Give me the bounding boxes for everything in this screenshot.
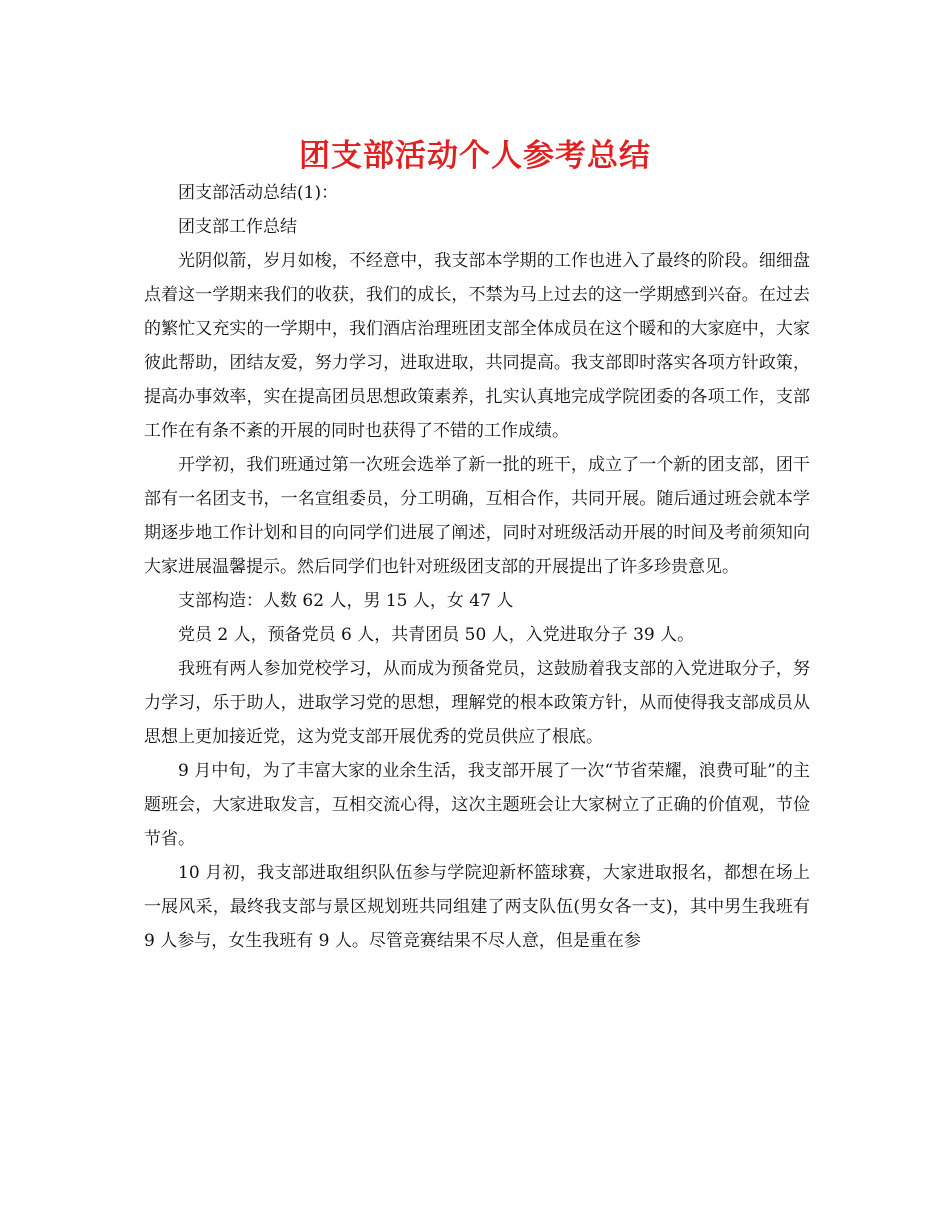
paragraph-semester-start: 开学初，我们班通过第一次班会选举了新一批的班干，成立了一个新的团支部，团干部有一名团支书，一名宣组委员，分工明确，互相合作，共同开展。随后通过班会就本学期逐步地工作计划和目的向同学们进展了阐述，同时对班级活动开展的时间及考前须知向大家进展温馨提示。然后同学们也针对班级团支部的开展提出了许多珍贵意见。: [144, 455, 810, 577]
paragraph-branch-structure: 支部构造：人数 62 人，男 15 人，女 47 人: [178, 591, 514, 611]
paragraph-october-basketball: 10 月初，我支部进取组织队伍参与学院迎新杯篮球赛，大家进取报名，都想在场上一展风采，最终我支部与景区规划班共同组建了两支队伍(男女各一支)，其中男生我班有 9 人参与，女生我班有 9 人。尽管竞赛结果不尽人意，但是重在参: [144, 863, 810, 951]
paragraph-subheading: 团支部工作总结: [178, 217, 297, 237]
paragraph-member-counts: 党员 2 人，预备党员 6 人，共青团员 50 人，入党进取分子 39 人。: [178, 625, 695, 645]
paragraph-intro: 光阴似箭，岁月如梭，不经意中，我支部本学期的工作也进入了最终的阶段。细细盘点着这一学期来我们的收获，我们的成长，不禁为马上过去的这一学期感到兴奋。在过去的繁忙又充实的一学期中，我们酒店治理班团支部全体成员在这个暖和的大家庭中，大家彼此帮助，团结友爱，努力学习，进取进取，共同提高。我支部即时落实各项方针政策，提高办事效率，实在提高团员思想政策素养，扎实认真地完成学院团委的各项工作，支部工作在有条不紊的开展的同时也获得了不错的工作成绩。: [144, 251, 810, 441]
paragraph-section-heading: 团支部活动总结(1)：: [178, 183, 339, 203]
document-body: [144, 176, 810, 958]
paragraph-party-school: 我班有两人参加党校学习，从而成为预备党员，这鼓励着我支部的入党进取分子，努力学习，乐于助人，进取学习党的思想，理解党的根本政策方针，从而使得我支部成员从思想上更加接近党，这为党支部开展优秀的党员供应了根底。: [144, 659, 810, 747]
paragraph-september-meeting: 9 月中旬，为了丰富大家的业余生活，我支部开展了一次“节省荣耀，浪费可耻”的主题班会，大家进取发言，互相交流心得，这次主题班会让大家树立了正确的价值观，节俭节省。: [144, 761, 810, 849]
document-title: 团支部活动个人参考总结: [299, 138, 651, 174]
